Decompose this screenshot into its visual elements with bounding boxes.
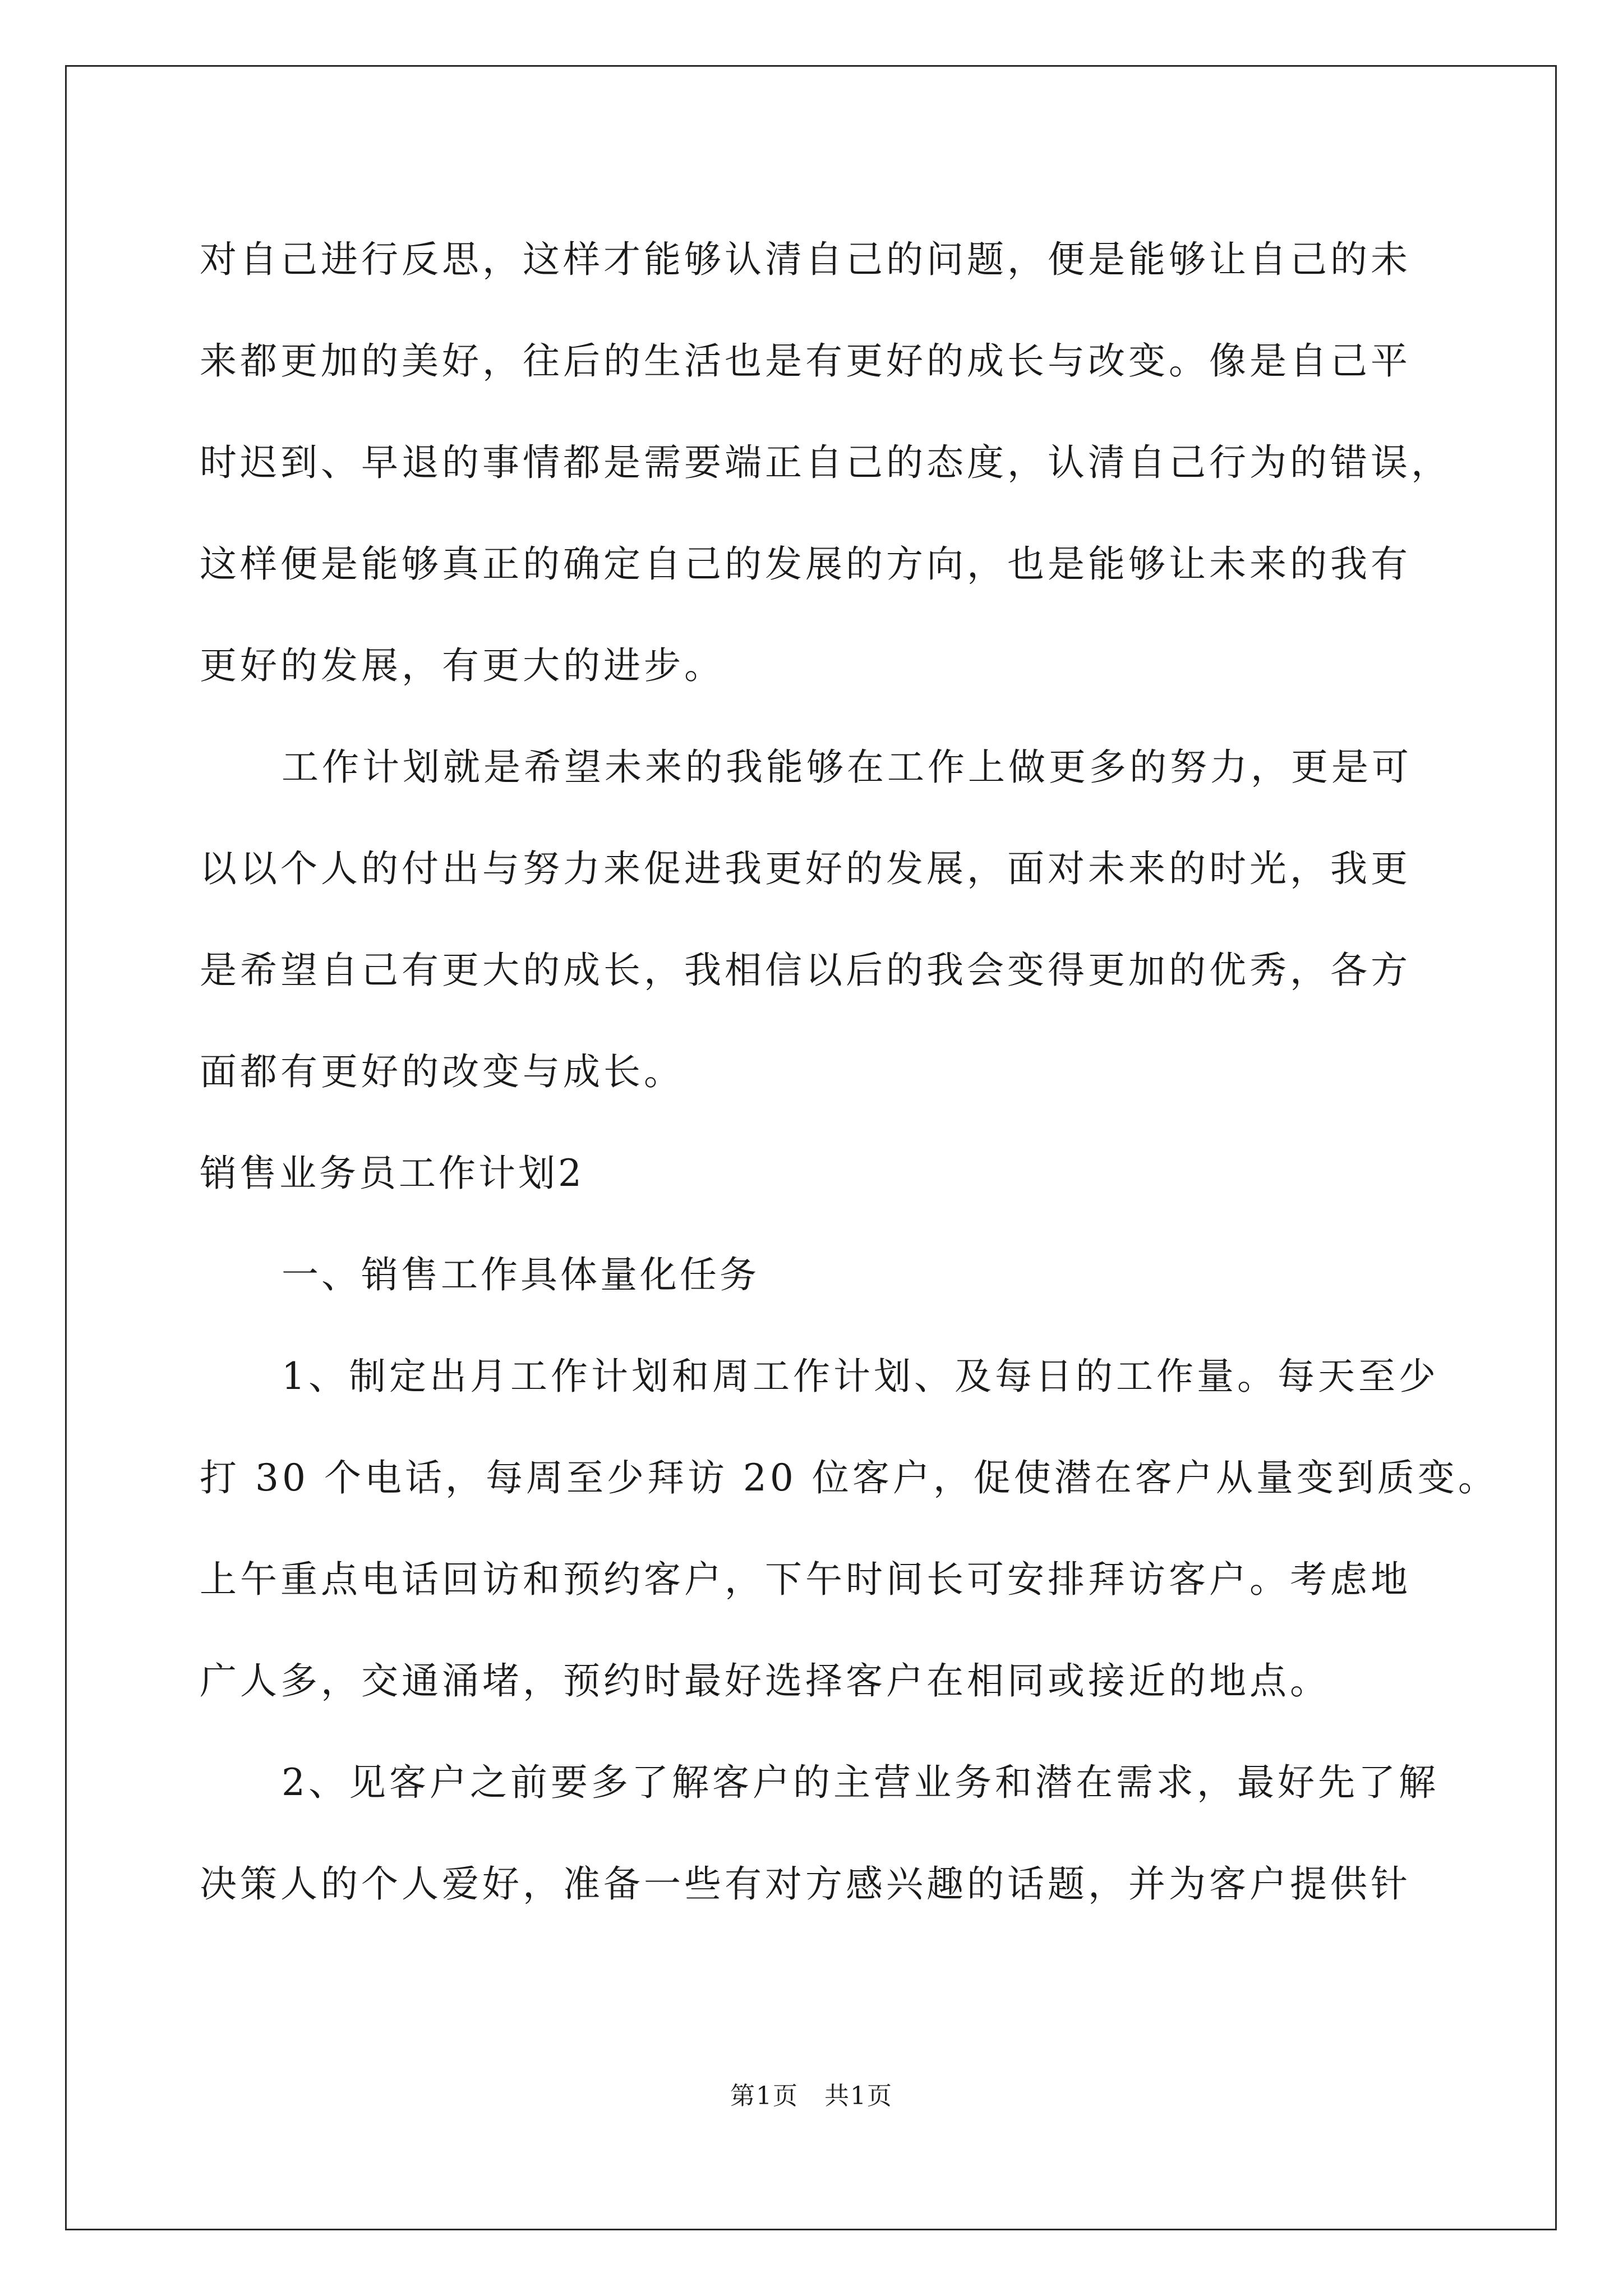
paragraph-item-2 bbox=[200, 1732, 1467, 1935]
document-body bbox=[200, 209, 1498, 1935]
text-line: 以以个人的付出与努力来促进我更好的发展，面对未来的时光，我更 bbox=[200, 847, 1411, 890]
section-title: 销售业务员工作计划2 bbox=[200, 1152, 584, 1195]
text-line: 1、制定出月工作计划和周工作计划、及每日的工作量。每天至少 bbox=[282, 1355, 1439, 1398]
text-line: 来都更加的美好，往后的生活也是有更好的成长与改变。像是自己平 bbox=[200, 339, 1411, 383]
paragraph-item-1 bbox=[200, 1326, 1498, 1732]
subheading: 一、销售工作具体量化任务 bbox=[282, 1253, 759, 1296]
text-line: 打 30 个电话，每周至少拜访 20 位客户，促使潜在客户从量变到质变。 bbox=[200, 1456, 1498, 1499]
paragraph-reflection bbox=[200, 209, 1467, 716]
text-line: 上午重点电话回访和预约客户，下午时间长可安排拜访客户。考虑地 bbox=[200, 1558, 1411, 1601]
text-line: 这样便是能够真正的确定自己的发展的方向，也是能够让未来的我有 bbox=[200, 542, 1411, 586]
text-line: 工作计划就是希望未来的我能够在工作上做更多的努力，更是可 bbox=[282, 746, 1412, 789]
text-line: 面都有更好的改变与成长。 bbox=[200, 1050, 684, 1093]
text-line: 对自己进行反思，这样才能够认清自己的问题，便是能够让自己的未 bbox=[200, 238, 1411, 281]
text-line: 决策人的个人爱好，准备一些有对方感兴趣的话题，并为客户提供针 bbox=[200, 1862, 1411, 1906]
text-line: 广人多，交通涌堵，预约时最好选择客户在相同或接近的地点。 bbox=[200, 1659, 1330, 1703]
text-line: 是希望自己有更大的成长，我相信以后的我会变得更加的优秀，各方 bbox=[200, 949, 1411, 992]
page-footer: 第1页 共1页 bbox=[730, 2082, 893, 2110]
text-line: 时迟到、早退的事情都是需要端正自己的态度，认清自己行为的错误， bbox=[200, 441, 1451, 484]
text-line: 2、见客户之前要多了解客户的主营业务和潜在需求，最好先了解 bbox=[282, 1761, 1439, 1804]
text-line: 更好的发展，有更大的进步。 bbox=[200, 644, 725, 687]
paragraph-work-plan bbox=[200, 716, 1467, 1122]
